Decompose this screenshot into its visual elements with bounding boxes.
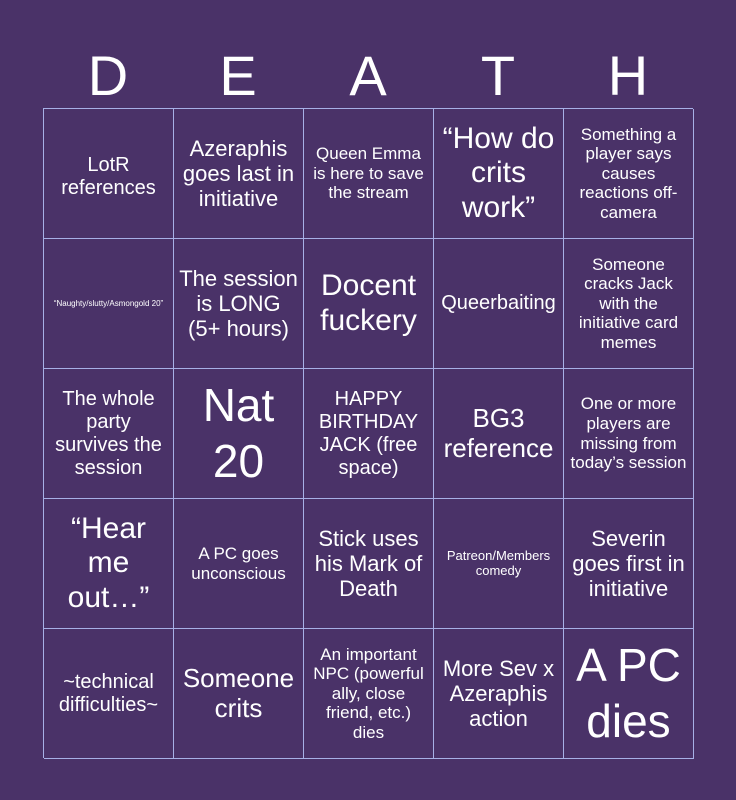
bingo-cell[interactable]: Docent fuckery: [304, 239, 434, 369]
bingo-header: [43, 44, 693, 108]
bingo-cell[interactable]: The session is LONG (5+ hours): [174, 239, 304, 369]
bingo-cell[interactable]: Azeraphis goes last in initiative: [174, 109, 304, 239]
bingo-cell[interactable]: Queerbaiting: [434, 239, 564, 369]
bingo-cell[interactable]: Patreon/Members comedy: [434, 499, 564, 629]
bingo-cell[interactable]: The whole party survives the session: [44, 369, 174, 499]
bingo-cell[interactable]: LotR references: [44, 109, 174, 239]
header-letter-e: E: [219, 44, 257, 107]
bingo-cell[interactable]: A PC dies: [564, 629, 694, 759]
header-letter-h: H: [607, 44, 649, 107]
bingo-cell[interactable]: An important NPC (powerful ally, close friend, etc.) dies: [304, 629, 434, 759]
header-letter-a: A: [349, 44, 387, 107]
bingo-board: [43, 108, 693, 758]
bingo-cell[interactable]: Stick uses his Mark of Death: [304, 499, 434, 629]
bingo-cell[interactable]: Queen Emma is here to save the stream: [304, 109, 434, 239]
bingo-cell[interactable]: “Hear me out…”: [44, 499, 174, 629]
bingo-cell[interactable]: “Naughty/slutty/Asmongold 20”: [44, 239, 174, 369]
bingo-cell[interactable]: “How do crits work”: [434, 109, 564, 239]
bingo-cell[interactable]: Severin goes first in initiative: [564, 499, 694, 629]
bingo-cell[interactable]: Someone crits: [174, 629, 304, 759]
bingo-cell[interactable]: BG3 reference: [434, 369, 564, 499]
bingo-cell[interactable]: Someone cracks Jack with the initiative card memes: [564, 239, 694, 369]
header-letter-t: T: [480, 44, 516, 107]
bingo-cell[interactable]: Nat 20: [174, 369, 304, 499]
bingo-cell[interactable]: Something a player says causes reactions off-camera: [564, 109, 694, 239]
bingo-cell[interactable]: One or more players are missing from today’s session: [564, 369, 694, 499]
header-letter-d: D: [87, 44, 129, 107]
bingo-cell[interactable]: ~technical difficulties~: [44, 629, 174, 759]
bingo-cell[interactable]: More Sev x Azeraphis action: [434, 629, 564, 759]
bingo-cell[interactable]: HAPPY BIRTHDAY JACK (free space): [304, 369, 434, 499]
bingo-cell[interactable]: A PC goes unconscious: [174, 499, 304, 629]
